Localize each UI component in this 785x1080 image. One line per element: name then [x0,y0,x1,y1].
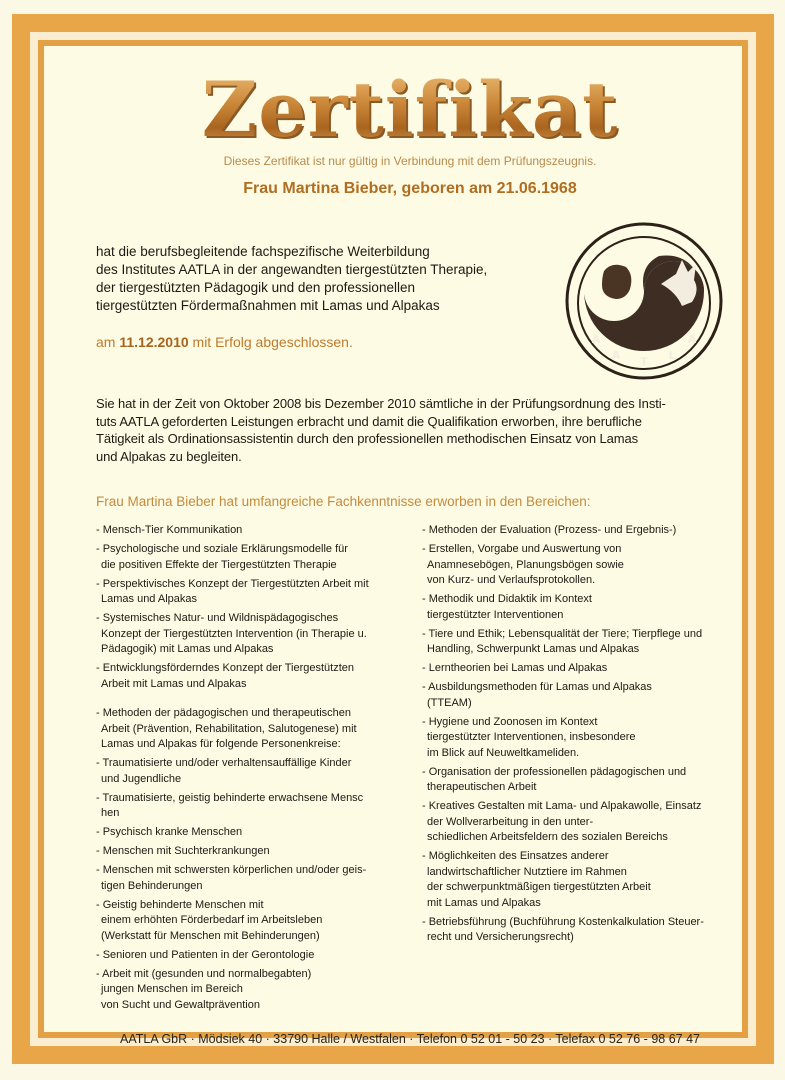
list-item [422,523,724,539]
list-item-line: - Traumatisierte und/oder verhaltensauffällige Kinder [96,757,352,769]
list-item-line: - Methoden der pädagogischen und therapeutischen [96,707,352,719]
areas-heading: Frau Martina Bieber hat umfangreiche Fachkenntnisse erworben in den Bereichen: [96,494,591,509]
list-item-line: - Geistig behinderte Menschen mit [96,898,264,911]
list-item-line: tiergestützter Interventionen, insbesondere [427,731,636,743]
list-item-line: schiedlichen Arbeitsfeldern des sozialen Bereichs [427,831,668,843]
list-item [96,661,412,692]
list-item-line: im Blick auf Neuweltkameliden. [427,746,580,759]
svg-text:L: L [668,349,676,362]
list-item-line: - Menschen mit schwersten körperlichen und/oder geis- [96,864,367,876]
list-item [422,592,724,623]
list-item-line: therapeutischen Arbeit [427,781,537,793]
list-item [96,706,412,753]
validity-note: Dieses Zertifikat ist nur gültig in Verbindung mit dem Prüfungszeugnis. [223,154,597,168]
list-item-line: - Erstellen, Vorgabe und Auswertung von [422,543,622,555]
list-item-line: Lamas und Alpakas [101,593,198,605]
certificate-content [96,66,724,1047]
completion-suffix: mit Erfolg abgeschlossen. [188,334,353,350]
list-item-line: und Jugendliche [101,772,182,785]
list-item-line: - Systemisches Natur- und Wildnispädagogisches [96,612,339,624]
list-item [96,542,412,573]
list-item-line: Lamas und Alpakas für folgende Personenkreise: [101,738,341,750]
intro-line: tiergestützten Fördermaßnahmen mit Lamas und Alpakas [96,298,440,313]
intro-line: des Institutes AATLA in der angewandten tiergestützten Therapie, [96,262,488,277]
list-item-line: - Psychisch kranke Menschen [96,826,243,838]
intro-line: der tiergestützten Pädagogik und den professionellen [96,280,415,295]
list-item [96,611,412,658]
list-item [96,863,412,894]
footer-contact: AATLA GbR · Mödsiek 40 · 33790 Halle / Westfalen · Telefon 0 52 01 - 50 23 · Telefax 0 52 76 - 98 67 47 [120,1031,700,1046]
list-item-line: die positiven Effekte der Tiergestützten Therapie [101,558,337,571]
list-item-line: der Wollverarbeitung in den unter- [427,815,594,828]
list-item-line: - Hygiene und Zoonosen im Kontext [422,715,598,728]
list-item [422,661,724,677]
list-item [96,898,412,945]
svg-text:T: T [640,355,648,368]
list-item [96,756,412,787]
list-item-line: Anamnesebögen, Planungsbögen sowie [427,558,624,571]
list-item-line: der schwerpunktmäßigen tiergestützten Arbeit [427,881,651,893]
list-item-line: (TTEAM) [427,696,472,709]
list-item-line: - Ausbildungsmethoden für Lamas und Alpakas [422,681,652,693]
list-item-line: einem erhöhten Förderbedarf im Arbeitsleben [101,914,323,926]
list-item-line: recht und Versicherungsrecht) [427,931,574,943]
paragraph-line: Tätigkeit als Ordinationsassistentin durch den professionellen methodischen Einsatz von Lamas [96,431,639,446]
list-item [422,627,724,658]
list-item [422,849,724,911]
list-item-line: - Psychologische und soziale Erklärungsmodelle für [96,543,348,555]
list-item-line: tiergestützter Interventionen [427,608,564,621]
list-item [96,523,412,539]
list-item-line: - Betriebsführung (Buchführung Kostenkalkulation Steuer- [422,915,704,928]
completion-line [96,333,554,351]
list-item [96,577,412,608]
intro-text [96,243,554,315]
competence-list-left [96,523,412,1017]
list-item-line: - Senioren und Patienten in der Gerontologie [96,948,315,961]
list-item [96,967,412,1014]
paragraph-line: und Alpakas zu begleiten. [96,448,242,464]
certificate-title: Zertifikat [96,66,724,154]
competence-lists [96,523,724,1017]
list-item-line: Arbeit mit Lamas und Alpakas [101,677,247,690]
list-item-line: hen [101,807,120,819]
list-item [96,844,412,860]
list-item-line: tigen Behinderungen [101,879,203,892]
list-item-line: von Sucht und Gewaltprävention [101,998,260,1011]
list-item-line: - Arbeit mit (gesunden und normalbegabten) [96,967,312,980]
completion-prefix: am [96,334,120,350]
list-item [422,715,724,762]
recipient-line: Frau Martina Bieber, geboren am 21.06.1968 [243,180,577,197]
svg-text:A: A [591,333,601,346]
list-item [422,542,724,589]
aatla-logo-icon [564,221,724,381]
svg-text:A: A [611,349,621,362]
list-item-line: Pädagogik) mit Lamas und Alpakas [101,643,274,655]
list-item-line: - Organisation der professionellen pädagogischen und [422,765,687,778]
list-item [96,791,412,822]
list-item [422,765,724,796]
list-item-line: Konzept der Tiergestützten Intervention (in Therapie u. [101,627,367,640]
intro-line: hat die berufsbegleitende fachspezifische Weiterbildung [96,244,430,259]
list-item [422,915,724,946]
completion-date: 11.12.2010 [119,334,189,350]
list-item-line: - Kreatives Gestalten mit Lama- und Alpakawolle, Einsatz [422,800,702,812]
list-item-line: Handling, Schwerpunkt Lamas und Alpakas [427,643,640,655]
list-item-line: - Perspektivisches Konzept der Tiergestützten Arbeit mit [96,577,369,590]
list-item-line: - Traumatisierte, geistig behinderte erwachsene Mensc [96,791,364,804]
list-item [96,825,412,841]
svg-text:A: A [687,333,697,346]
list-item-line: - Entwicklungsförderndes Konzept der Tiergestützten [96,662,355,674]
qualification-paragraph [96,395,724,465]
intro-section [96,221,724,381]
list-item-line: Arbeit (Prävention, Rehabilitation, Salutogenese) mit [101,722,357,735]
list-item-line: - Methoden der Evaluation (Prozess- und Ergebnis-) [422,524,677,536]
list-item-line: - Möglichkeiten des Einsatzes anderer [422,850,609,862]
list-item-line: (Werkstatt für Menschen mit Behinderungen) [101,929,320,942]
paragraph-line: tuts AATLA geforderten Leistungen erbracht und damit die Qualifikation erworben, ihre berufliche [96,413,642,429]
list-item-line: jungen Menschen im Bereich [101,983,243,995]
list-item-line: - Tiere und Ethik; Lebensqualität der Tiere; Tierpflege und [422,627,703,640]
list-item-line: mit Lamas und Alpakas [427,896,541,909]
list-item-line: - Mensch-Tier Kommunikation [96,524,243,536]
list-item-line: landwirtschaftlicher Nutztiere im Rahmen [427,865,627,878]
intro-block [96,221,554,351]
list-item-line: - Lerntheorien bei Lamas und Alpakas [422,662,608,674]
list-item [96,948,412,964]
competence-list-right [422,523,724,1017]
list-item-line: - Methodik und Didaktik im Kontext [422,593,592,605]
list-item-line: von Kurz- und Verlaufsprotokollen. [427,574,596,586]
paragraph-line: Sie hat in der Zeit von Oktober 2008 bis Dezember 2010 sämtliche in der Prüfungsordnung des Insti- [96,396,666,411]
list-item [422,799,724,846]
list-item [422,680,724,711]
list-item-line: - Menschen mit Suchterkrankungen [96,845,270,857]
